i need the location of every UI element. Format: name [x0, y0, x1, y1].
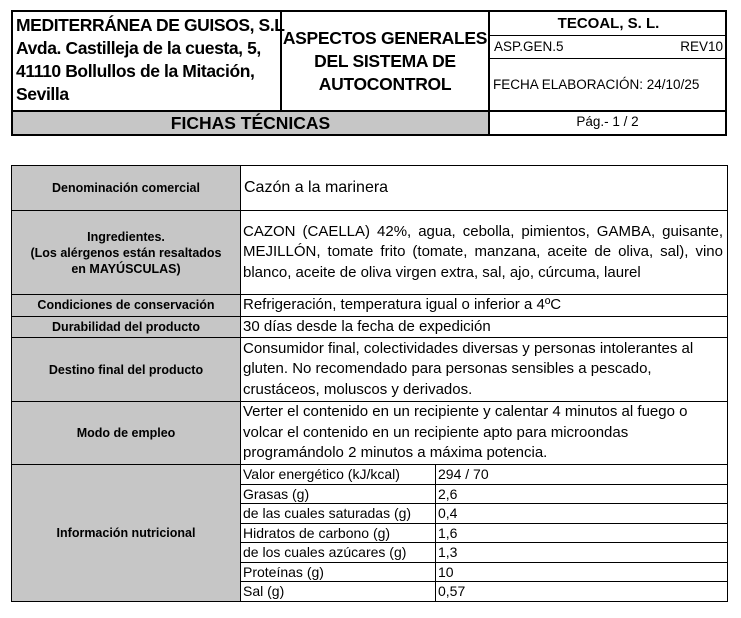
value-ingredientes: CAZON (CAELLA) 42%, agua, cebolla, pimientos, GAMBA, guisante, MEJILLÓN, tomate frito (tomate, manzana, aceite de oliva, sal), vino blanco, aceite de oliva virgen extra, sal, ajo, cúrcuma, laurel [241, 211, 728, 295]
document-meta [490, 12, 727, 110]
doc-revision: REV10 [680, 39, 723, 54]
nutrient-name: Valor energético (kJ/kcal) [241, 465, 436, 484]
nutrient-value: 2,6 [436, 484, 728, 504]
value-durabilidad: 30 días desde la fecha de expedición [241, 316, 728, 338]
label-ingredientes-line-1: Ingredientes. [87, 229, 165, 244]
nutrient-name: Grasas (g) [241, 484, 436, 504]
doc-code-row [490, 36, 727, 59]
nutrient-value: 1,6 [436, 523, 728, 543]
label-durabilidad: Durabilidad del producto [12, 316, 241, 338]
nutrient-name: Sal (g) [241, 582, 436, 601]
nutrition-cell [241, 465, 728, 602]
nutrition-row [241, 582, 727, 601]
page-number: Pág.- 1 / 2 [576, 114, 639, 129]
row-nutricional [12, 465, 728, 602]
section-title: FICHAS TÉCNICAS [13, 112, 490, 134]
technical-sheet-table [11, 165, 728, 602]
title-line-3: AUTOCONTROL [318, 73, 452, 94]
nutrition-row [241, 543, 727, 563]
company-address-street: Avda. Castilleja de la cuesta, 5, [16, 38, 261, 58]
nutrition-row [241, 484, 727, 504]
label-ingredientes [12, 211, 241, 295]
header-bottom-row [13, 110, 725, 134]
nutrient-value: 0,4 [436, 504, 728, 524]
row-conservacion [12, 295, 728, 317]
label-ingredientes-line-2: (Los alérgenos están resaltados [30, 245, 222, 260]
value-destino: Consumidor final, colectividades diversas y personas intolerantes al gluten. No recomendado para personas sensibles a pescado, crustáceos, moluscos y derivados. [241, 338, 728, 402]
company-name: MEDITERRÁNEA DE GUISOS, S.L [16, 15, 285, 35]
owner-name: TECOAL, S. L. [490, 12, 727, 36]
nutrient-value: 10 [436, 562, 728, 582]
elaboration-date: FECHA ELABORACIÓN: 24/10/25 [493, 77, 700, 92]
nutrient-value: 1,3 [436, 543, 728, 563]
document-title [282, 12, 490, 110]
nutrient-value: 294 / 70 [436, 465, 728, 484]
nutrient-name: de las cuales saturadas (g) [241, 504, 436, 524]
row-modo [12, 402, 728, 465]
company-info [13, 12, 285, 110]
nutrient-name: Proteínas (g) [241, 562, 436, 582]
value-denominacion: Cazón a la marinera [241, 166, 728, 211]
nutrition-row [241, 562, 727, 582]
label-denominacion: Denominación comercial [12, 166, 241, 211]
nutrition-row [241, 523, 727, 543]
label-modo: Modo de empleo [12, 402, 241, 465]
label-conservacion: Condiciones de conservación [12, 295, 241, 317]
document-header [11, 10, 727, 136]
title-line-1: ASPECTOS GENERALES [282, 27, 488, 48]
row-ingredientes [12, 211, 728, 295]
nutrition-table [241, 465, 727, 601]
nutrient-name: Hidratos de carbono (g) [241, 523, 436, 543]
company-address-city: 41110 Bollullos de la Mitación, [16, 61, 255, 81]
row-durabilidad [12, 316, 728, 338]
label-ingredientes-line-3: en MAYÚSCULAS) [71, 261, 181, 276]
nutrition-row [241, 465, 727, 484]
label-destino: Destino final del producto [12, 338, 241, 402]
nutrient-value: 0,57 [438, 583, 466, 599]
nutrient-name: de los cuales azúcares (g) [241, 543, 436, 563]
nutrition-row [241, 504, 727, 524]
value-modo: Verter el contenido en un recipiente y calentar 4 minutos al fuego o volcar el contenido en un recipiente apto para microondas programándolo 2 minutos a máxima potencia. [241, 402, 728, 465]
row-destino [12, 338, 728, 402]
title-line-2: DEL SISTEMA DE [314, 50, 456, 71]
company-address-province: Sevilla [16, 84, 69, 104]
doc-code: ASP.GEN.5 [494, 39, 564, 54]
value-conservacion: Refrigeración, temperatura igual o inferior a 4ºC [241, 295, 728, 317]
label-nutricional: Información nutricional [12, 465, 241, 602]
row-denominacion [12, 166, 728, 211]
